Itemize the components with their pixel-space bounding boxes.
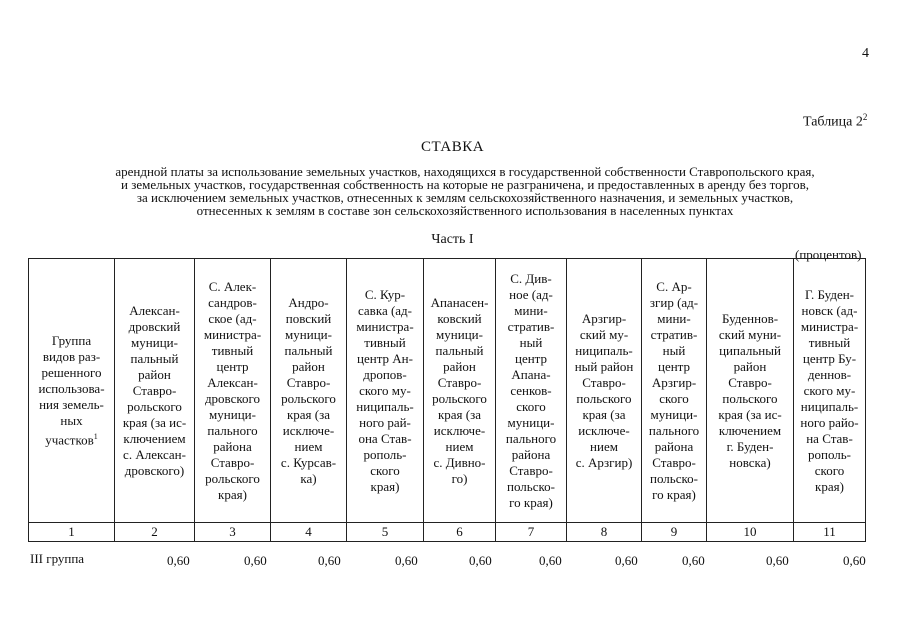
subtitle-line: и земельных участков, государственная собственность на которые не разграничена, и предоставленных в аренду без торгов,	[120, 177, 810, 192]
column-header: Андро- повский муници- пальный район Ставро- pольского края (за исключе- нием с. Курсав- ка)	[271, 259, 347, 523]
table-number-label: Таблица 2	[803, 114, 863, 130]
column-number: 4	[271, 523, 347, 542]
page-number: 4	[862, 46, 869, 61]
subtitle-line: отнесенных к землям в составе зон сельскохозяйственного использования в населенных пунктах	[196, 203, 734, 218]
rate-value: 0,60	[539, 553, 562, 568]
document-title: СТАВКА	[420, 139, 485, 155]
column-number-row	[29, 523, 866, 542]
column-number: 6	[424, 523, 496, 542]
column-number: 2	[115, 523, 195, 542]
rate-table	[28, 258, 866, 542]
part-heading: Часть I	[431, 232, 474, 247]
rate-value: 0,60	[766, 553, 789, 568]
units-label: (процентов)	[795, 247, 862, 262]
subtitle-line: арендной платы за использование земельных участков, находящихся в государственной собственности Ставропольского края,	[115, 164, 815, 179]
column-header: Г. Буден- новск (ад- министра- тивный центр Бу- деннов- ского му- ниципаль- ного райо- на Став- рополь- ского края)	[794, 259, 866, 523]
column-number: 5	[347, 523, 424, 542]
column-number: 11	[794, 523, 866, 542]
column-header	[29, 259, 115, 523]
row-group-label: III группа	[30, 551, 85, 566]
column-header: Арзгир- ский му- ниципаль- ный район Ставро- польского края (за исключе- нием с. Арзгир)	[567, 259, 642, 523]
subtitle-line: за исключением земельных участков, отнесенных к землям сельскохозяйственного назначения, и земельных участков,	[136, 190, 794, 205]
column-number: 1	[29, 523, 115, 542]
column-number: 10	[707, 523, 794, 542]
rate-value: 0,60	[395, 553, 418, 568]
column-header: Апанасен- ковский муници- пальный район Ставро- pольского края (за исключе- нием с. Дивно- го)	[424, 259, 496, 523]
rate-value: 0,60	[318, 553, 341, 568]
column-header: С. Див- ное (ад- мини- стратив- ный центр Апана- сенков- ского муници- пального района Ставро- польско- го края)	[496, 259, 567, 523]
rate-value: 0,60	[615, 553, 638, 568]
column-number: 9	[642, 523, 707, 542]
column-header: Алексан- дровский муници- пальный район Ставро- pольского края (за ис- ключением с. Алексан- дровского)	[115, 259, 195, 523]
document-subtitle	[20, 165, 905, 217]
table-number	[803, 112, 867, 131]
footnote-mark: 1	[93, 431, 98, 441]
column-number: 7	[496, 523, 567, 542]
column-header: С. Ар- згир (ад- мини- стратив- ный центр Арзгир- ского муници- пального района Ставро- польско- го края)	[642, 259, 707, 523]
table-header-row	[29, 259, 866, 523]
rate-value: 0,60	[244, 553, 267, 568]
column-header: С. Кур- савка (ад- министра- тивный центр Ан- дропов- ского му- ниципаль- ного рай- она Став- рополь- ского края)	[347, 259, 424, 523]
column-number: 8	[567, 523, 642, 542]
column-header-text: Группа видов раз- решенного использова- ния земель- ных участков	[38, 332, 105, 448]
rate-value: 0,60	[843, 553, 866, 568]
rate-value: 0,60	[469, 553, 492, 568]
column-number: 3	[195, 523, 271, 542]
column-header: С. Алек- сандров- ское (ад- министра- тивный центр Алексан- дровского муници- пального района Ставро- pольского края)	[195, 259, 271, 523]
rate-value: 0,60	[682, 553, 705, 568]
column-header: Буденнов- ский муни- ципальный район Ставро- польского края (за ис- ключением г. Буден- новска)	[707, 259, 794, 523]
rate-value: 0,60	[167, 553, 190, 568]
table-number-sup: 2	[862, 112, 868, 122]
